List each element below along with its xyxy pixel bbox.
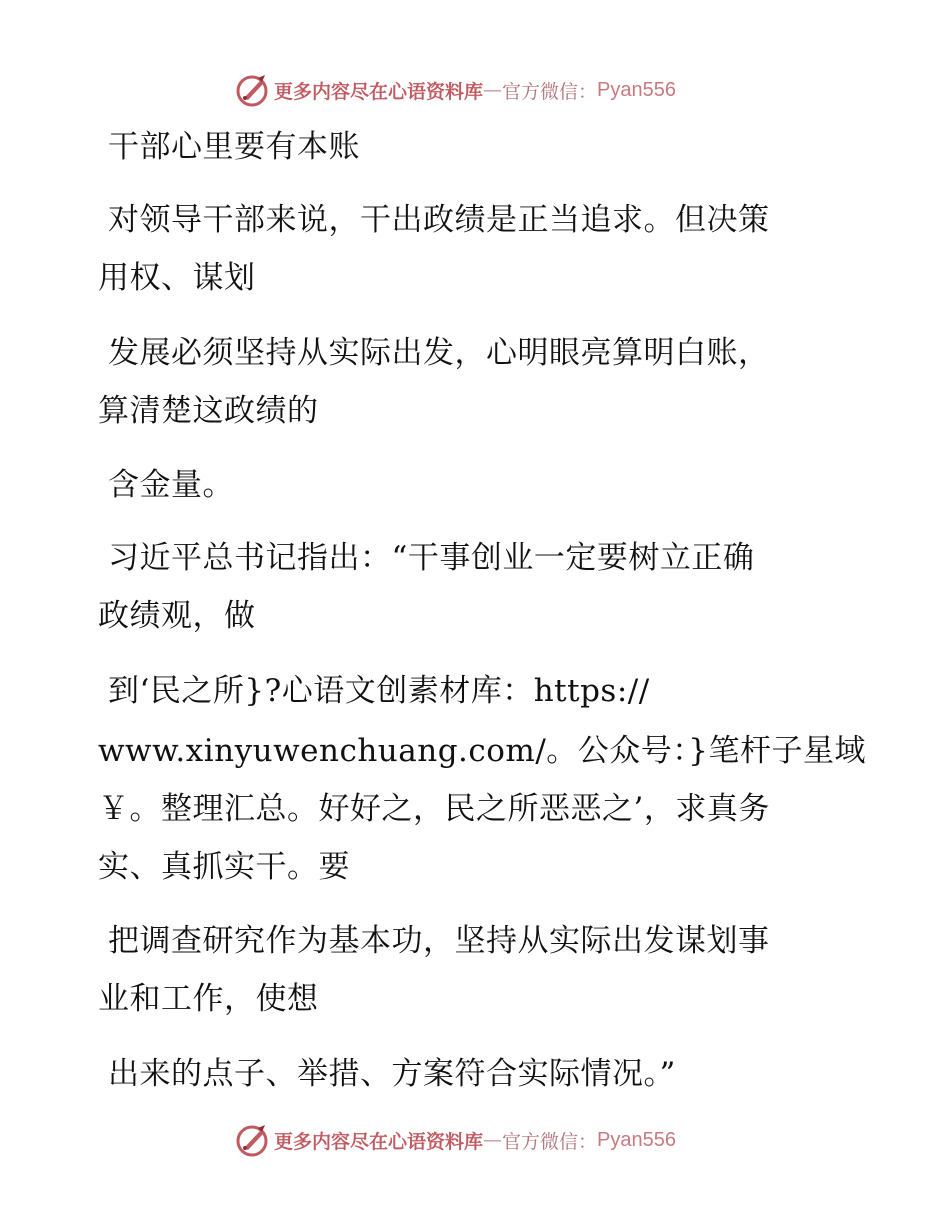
text-line: ￥。整理汇总。好好之，民之所恶恶之’，求真务: [98, 791, 770, 827]
text-line: 业和工作，使想: [98, 981, 319, 1017]
banner-brand-text: 更多内容尽在心语资料库: [274, 1130, 484, 1153]
text-line: 实、真抓实干。要: [98, 849, 350, 885]
footer-watermark-banner: [234, 1120, 676, 1160]
text-line: 政绩观，做: [98, 598, 256, 634]
banner-dash: —: [483, 79, 503, 101]
text-line: 把调查研究作为基本功，坚持从实际出发谋划事: [108, 923, 770, 959]
doc-title: 干部心里要有本账: [108, 129, 360, 165]
text-line: 出来的点子、举措、方案符合实际情况。”: [108, 1056, 676, 1092]
text-line: 对领导干部来说，干出政绩是正当追求。但决策: [108, 202, 770, 238]
text-line: 习近平总书记指出：“干事创业一定要树立正确: [108, 540, 755, 576]
banner-wechat-label: 官方微信：: [502, 80, 598, 103]
banner-dash: —: [483, 1129, 503, 1151]
text-line: 到‘民之所}?心语文创素材库：https://: [108, 673, 650, 709]
header-watermark-banner: [234, 70, 676, 110]
text-line: www.xinyuwenchuang.com/。公众号：}笔杆子星域: [98, 733, 866, 769]
banner-brand-text: 更多内容尽在心语资料库: [274, 80, 484, 103]
banner-wechat-label: 官方微信：: [502, 1130, 598, 1153]
quill-pen-logo-icon: [234, 1122, 270, 1158]
banner-wechat-id: Pyan556: [597, 1128, 676, 1151]
banner-wechat-id: Pyan556: [597, 78, 676, 101]
text-line: 算清楚这政绩的: [98, 393, 319, 429]
text-line: 发展必须坚持从实际出发，心明眼亮算明白账，: [108, 335, 770, 371]
text-line: 含金量。: [108, 467, 234, 503]
quill-pen-logo-icon: [234, 72, 270, 108]
text-line: 用权、谋划: [98, 260, 256, 296]
